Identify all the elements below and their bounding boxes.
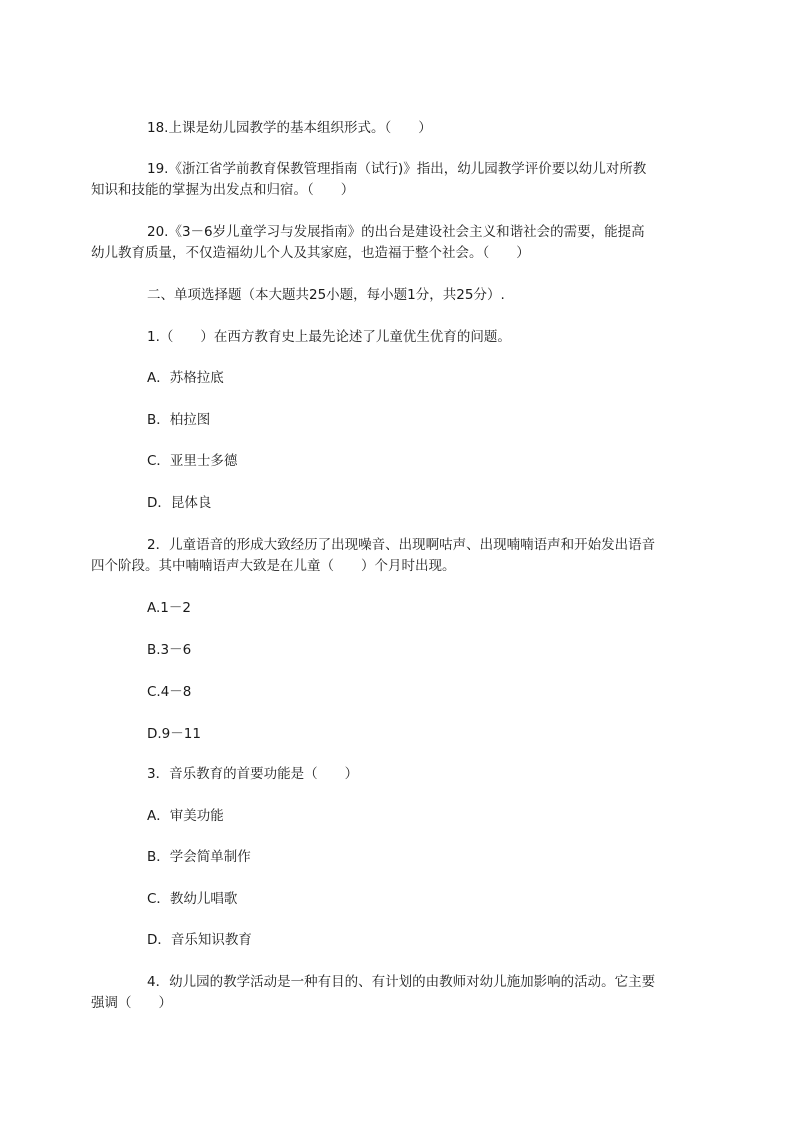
q1-option-a-text: A．苏格拉底 [147, 370, 224, 386]
q1-option-d [147, 493, 707, 514]
mc-question-2 [91, 535, 679, 577]
q2-option-a [147, 598, 707, 619]
mc-question-3 [119, 764, 679, 785]
question-19-line-2: 知识和技能的掌握为出发点和归宿。（ ） [91, 182, 355, 198]
mc-question-1-text: 1.（ ）在西方教育史上最先论述了儿童优生优育的问题。 [147, 329, 511, 345]
q2-option-b [147, 640, 707, 661]
q2-option-a-text: A.1－2 [147, 600, 191, 616]
mc-question-4-line-2: 强调（ ） [91, 995, 172, 1011]
q3-option-d [147, 930, 707, 951]
q1-option-b [147, 410, 707, 431]
q1-option-c [147, 451, 707, 472]
q2-option-c [147, 682, 707, 703]
mc-question-2-line-1: 2．儿童语音的形成大致经历了出现噪音、出现啊咕声、出现喃喃语声和开始发出语音 [147, 537, 656, 553]
q3-option-a [147, 806, 707, 827]
q3-option-c-text: C．教幼儿唱歌 [147, 891, 238, 907]
question-18-line-1: 18.上课是幼儿园教学的基本组织形式。（ ） [147, 120, 432, 136]
q1-option-c-text: C．亚里士多德 [147, 453, 238, 469]
mc-question-2-line-2: 四个阶段。其中喃喃语声大致是在儿童（ ）个月时出现。 [91, 558, 456, 574]
mc-question-4-line-1: 4．幼儿园的教学活动是一种有目的、有计划的由教师对幼儿施加影响的活动。它主要 [147, 974, 656, 990]
q3-option-c [147, 889, 707, 910]
q1-option-b-text: B．柏拉图 [147, 412, 211, 428]
question-20-line-2: 幼儿教育质量，不仅造福幼儿个人及其家庭，也造福于整个社会。（ ） [91, 245, 530, 261]
q2-option-d-text: D.9－11 [147, 726, 201, 742]
q1-option-a [147, 368, 707, 389]
mc-question-1 [119, 327, 679, 348]
q3-option-d-text: D．音乐知识教育 [147, 932, 252, 948]
q2-option-b-text: B.3－6 [147, 642, 192, 658]
q1-option-d-text: D．昆体良 [147, 495, 212, 511]
question-19-line-1: 19.《浙江省学前教育保教管理指南（试行)》指出，幼儿园教学评价要以幼儿对所教 [147, 161, 647, 177]
question-20 [91, 222, 679, 264]
section-heading-single-choice [119, 285, 679, 306]
q3-option-b-text: B．学会简单制作 [147, 849, 251, 865]
q2-option-d [147, 724, 707, 745]
q3-option-b [147, 847, 707, 868]
question-19 [91, 159, 679, 201]
q2-option-c-text: C.4－8 [147, 684, 192, 700]
question-20-line-1: 20.《3－6岁儿童学习与发展指南》的出台是建设社会主义和谐社会的需要，能提高 [147, 224, 645, 240]
question-18 [119, 118, 679, 139]
mc-question-3-text: 3．音乐教育的首要功能是（ ） [147, 766, 359, 782]
q3-option-a-text: A．审美功能 [147, 808, 224, 824]
section-heading-text: 二、单项选择题（本大题共25小题，每小题1分，共25分）. [147, 287, 505, 303]
mc-question-4 [91, 972, 679, 1014]
